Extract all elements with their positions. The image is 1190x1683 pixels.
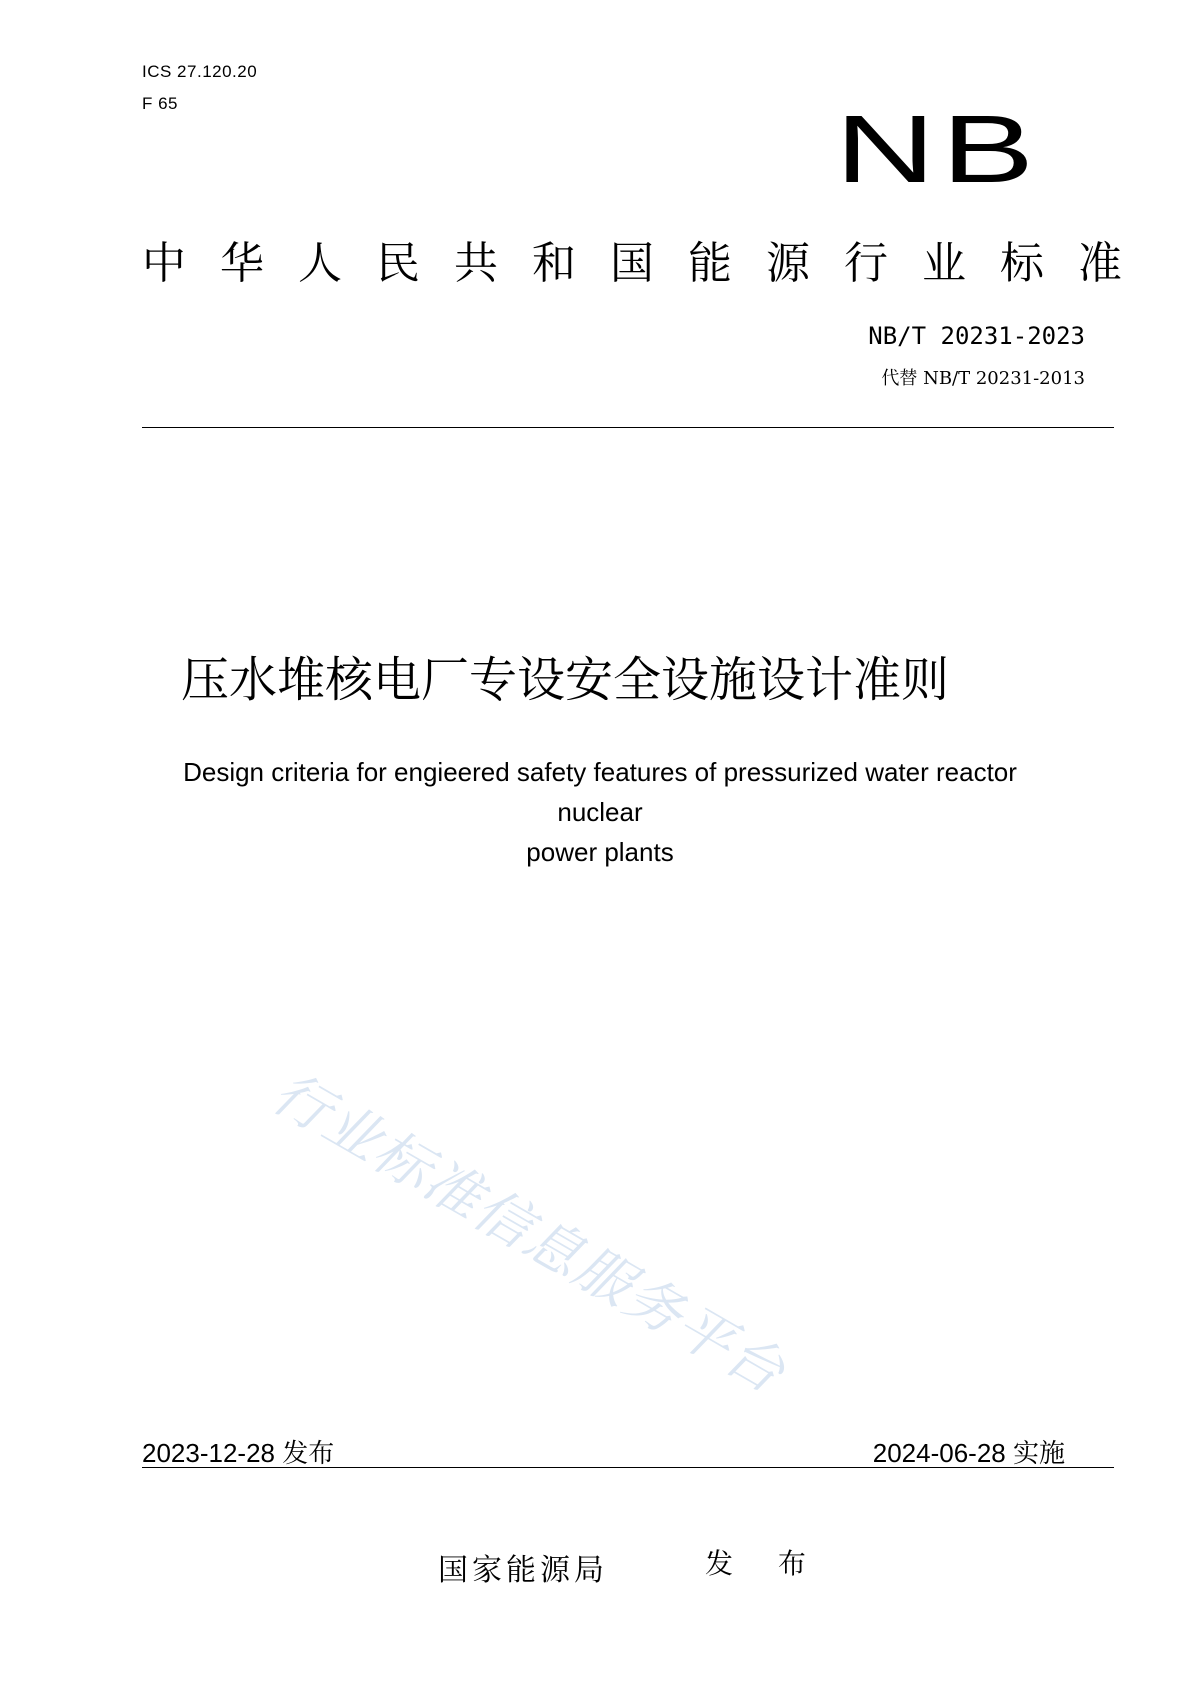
issue-date: 2023-12-28 发布 — [142, 1438, 335, 1468]
standard-type-char: 中 — [142, 238, 186, 289]
header-divider — [142, 427, 1114, 428]
title-en-line-2: power plants — [526, 837, 674, 867]
document-title-cn: 压水堆核电厂专设安全设施设计准则 — [180, 652, 949, 708]
implementation-date: 2024-06-28 实施 — [872, 1438, 1065, 1468]
replaces-standard: 代替 NB/T 20231-2013 — [881, 368, 1085, 389]
standard-type-char: 国 — [610, 238, 654, 289]
standard-type-char: 共 — [454, 238, 498, 289]
standard-number: NB/T 20231-2023 — [868, 322, 1085, 350]
standard-type-char: 华 — [220, 238, 264, 289]
nb-logo: NB — [835, 96, 1040, 203]
title-en-line-1: Design criteria for engieered safety features of pressurized water reactor nuclear — [183, 757, 1017, 827]
standard-type-char: 准 — [1078, 238, 1122, 289]
document-title-en — [140, 752, 1060, 872]
ics-code: ICS 27.120.20 — [142, 62, 258, 81]
standard-type-char: 能 — [688, 238, 732, 289]
standard-type-char: 和 — [532, 238, 576, 289]
publish-label: 发 布 — [705, 1547, 824, 1580]
publisher-name: 国家能源局 — [438, 1553, 608, 1588]
standard-type-char: 标 — [1000, 238, 1044, 289]
ccs-code: F 65 — [142, 94, 179, 113]
standard-type-char: 源 — [766, 238, 810, 289]
standard-type-char: 人 — [298, 238, 342, 289]
standard-type-char: 业 — [922, 238, 966, 289]
footer-divider — [142, 1467, 1114, 1468]
standard-type-char: 民 — [376, 238, 420, 289]
watermark: 行业标准信息服务平台 — [261, 1060, 797, 1407]
standard-type-heading — [142, 234, 1122, 294]
standard-type-char: 行 — [844, 238, 888, 289]
